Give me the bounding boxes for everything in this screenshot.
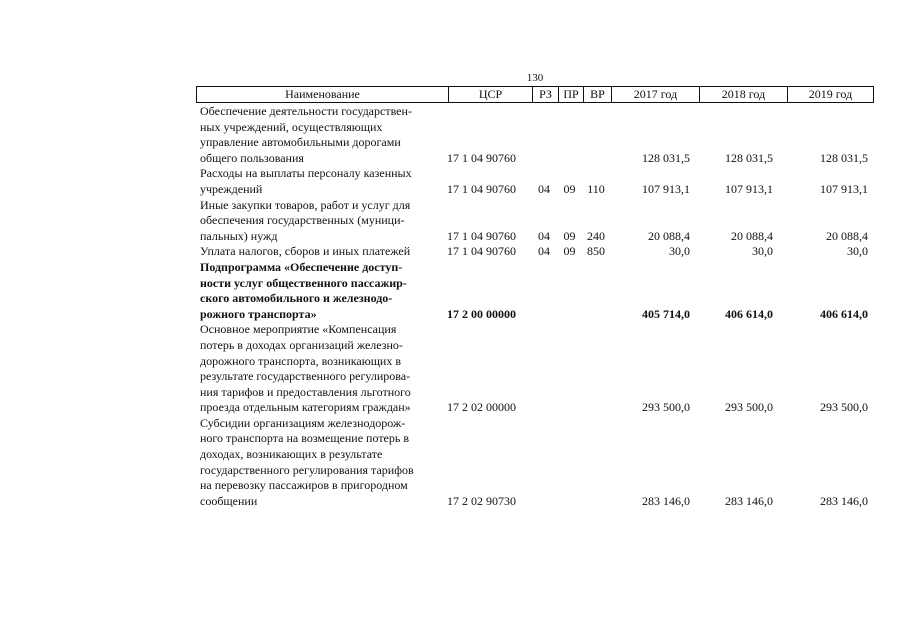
header-csr: ЦСР (448, 87, 532, 102)
csr-code: 17 1 04 90760 (447, 228, 516, 243)
table-row (196, 416, 874, 510)
amount-2019: 293 500,0 (820, 400, 868, 415)
amount-2018: 283 146,0 (725, 493, 773, 508)
amount-2017: 30,0 (669, 244, 690, 259)
csr-code: 17 2 00 00000 (447, 306, 516, 321)
table-header (196, 86, 874, 103)
row-name: Обеспечение деятельности государствен- ных учреждений, осуществляющих управление автомобильными дорогами общего пользования (200, 104, 412, 165)
row-name: Подпрограмма «Обеспечение доступ- ности услуг общественного пассажир- ского автомобильного и железнодо- рожного транспорта» (200, 259, 407, 321)
amount-2017: 107 913,1 (642, 181, 690, 196)
csr-code: 17 1 04 90760 (447, 150, 516, 165)
table-row (196, 260, 874, 322)
amount-2019: 20 088,4 (826, 228, 868, 243)
table-row (196, 198, 874, 245)
header-name: Наименование (285, 87, 360, 101)
table-body (196, 104, 874, 509)
subsection-code: 09 (563, 181, 576, 196)
table-row (196, 322, 874, 416)
amount-2017: 20 088,4 (648, 228, 690, 243)
amount-2018: 20 088,4 (731, 228, 773, 243)
row-name: Иные закупки товаров, работ и услуг для обеспечения государственных (муници- пальных) нужд (200, 197, 411, 243)
amount-2019: 406 614,0 (820, 306, 868, 321)
amount-2018: 107 913,1 (725, 181, 773, 196)
csr-code: 17 1 04 90760 (447, 244, 516, 259)
csr-code: 17 1 04 90760 (447, 181, 516, 196)
amount-2018: 30,0 (752, 244, 773, 259)
header-rz: РЗ (532, 87, 558, 102)
expense-type-code: 850 (587, 244, 605, 259)
subsection-code: 09 (563, 244, 576, 259)
expense-type-code: 110 (587, 181, 605, 196)
section-code: 04 (538, 228, 550, 243)
section-code: 04 (538, 181, 550, 196)
subsection-code: 09 (563, 228, 576, 243)
row-name: Субсидии организациям железнодорож- ного транспорта на возмещение потерь в доходах, возникающих в результате государственного регулирования тарифов на перевозку пассажиров в пригородном сообщении (200, 415, 414, 508)
row-name: Уплата налогов, сборов и иных платежей (200, 244, 411, 259)
header-2019: 2019 год (787, 87, 873, 102)
amount-2018: 293 500,0 (725, 400, 773, 415)
header-2017: 2017 год (611, 87, 699, 102)
header-2018: 2018 год (699, 87, 787, 102)
amount-2017: 405 714,0 (642, 306, 690, 321)
page-number: 130 (526, 72, 544, 84)
amount-2019: 107 913,1 (820, 181, 868, 196)
header-pr: ПР (558, 87, 583, 102)
row-name: Основное мероприятие «Компенсация потерь в доходах организаций железно- дорожного транспорта, возникающих в результате государственного регулирова- ния тарифов и предоставления льготного проезда отдельным категориям граждан» (200, 322, 411, 415)
amount-2017: 293 500,0 (642, 400, 690, 415)
amount-2018: 406 614,0 (725, 306, 773, 321)
csr-code: 17 2 02 00000 (447, 400, 516, 415)
header-vr: ВР (583, 87, 611, 102)
csr-code: 17 2 02 90730 (447, 493, 516, 508)
section-code: 04 (538, 244, 550, 259)
amount-2019: 283 146,0 (820, 493, 868, 508)
amount-2018: 128 031,5 (725, 150, 773, 165)
amount-2017: 283 146,0 (642, 493, 690, 508)
table-row (196, 166, 874, 197)
amount-2017: 128 031,5 (642, 150, 690, 165)
amount-2019: 30,0 (847, 244, 868, 259)
expense-type-code: 240 (587, 228, 605, 243)
amount-2019: 128 031,5 (820, 150, 868, 165)
row-name: Расходы на выплаты персоналу казенных учреждений (200, 166, 412, 196)
table-row (196, 244, 874, 260)
table-row (196, 104, 874, 166)
